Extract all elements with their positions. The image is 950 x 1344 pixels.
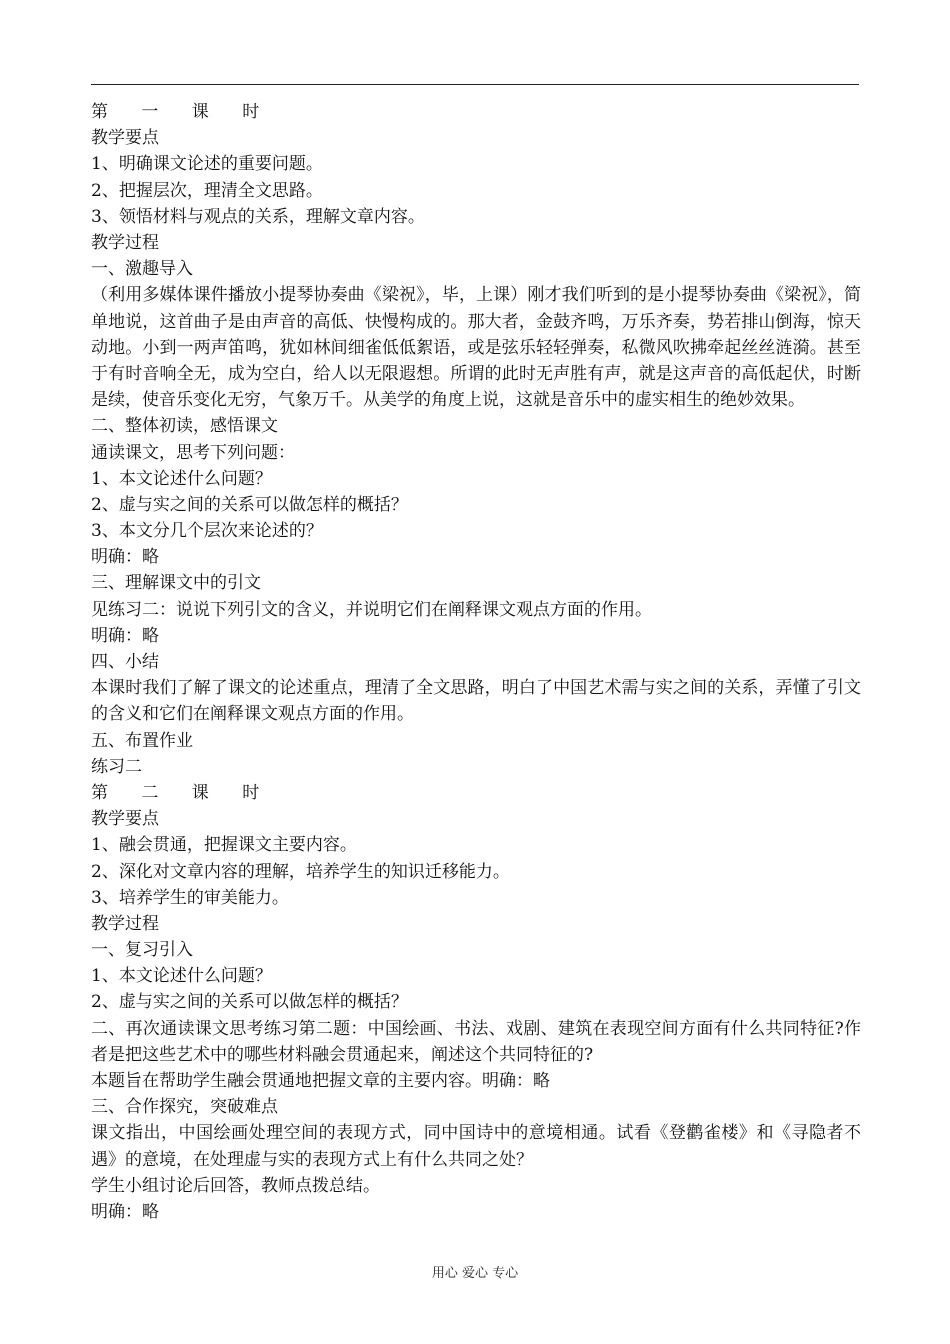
header-rule	[91, 84, 859, 85]
lesson1-key-point: 2、把握层次，理清全文思路。	[91, 180, 323, 201]
lesson2-process-heading: 教学过程	[91, 913, 159, 934]
lesson1-section1-paragraph: （利用多媒体课件播放小提琴协奏曲《梁祝》，毕，上课）刚才我们听到的是小提琴协奏曲《梁祝》，简单地说，这首曲子是由声音的高低、快慢构成的。那大者，金鼓齐鸣，万乐齐奏，势若排山倒海，惊天动地。小到一两声笛鸣，犹如林间细雀低低絮语，或是弦乐轻轻弹奏，私微风吹拂牵起丝丝涟漪。甚至于有时音响全无，成为空白，给人以无限遐想。所谓的此时无声胜有声，就是这声音的高低起伏，时断是续，使音乐变化无穷，气象万千。从美学的角度上说，这就是音乐中的虚实相生的绝妙效果。	[91, 285, 861, 411]
lesson1-section3-text: 见练习二：说说下列引文的含义，并说明它们在阐释课文观点方面的作用。	[91, 599, 652, 620]
lesson2-section3-paragraph: 课文指出，中国绘画处理空间的表现方式，同中国诗中的意境相通。试看《登鹳雀楼》和《寻隐者不遇》的意境，在处理虚与实的表现方式上有什么共同之处？	[91, 1123, 861, 1170]
lesson2-section1-heading: 一、复习引入	[91, 940, 193, 961]
lesson1-section1-heading: 一、激趣导入	[91, 259, 193, 280]
lesson1-key-points-heading: 教学要点	[91, 128, 159, 149]
lesson1-question: 3、本文分几个层次来论述的？	[91, 521, 323, 542]
lesson1-section2-intro: 通读课文，思考下列问题：	[91, 442, 295, 463]
lesson1-key-point: 3、领悟材料与观点的关系，理解文章内容。	[91, 206, 425, 227]
lesson2-section3-discussion: 学生小组讨论后回答，教师点拨总结。	[91, 1175, 380, 1196]
lesson2-question: 1、本文论述什么问题？	[91, 966, 272, 987]
lesson2-key-points-heading: 教学要点	[91, 809, 159, 830]
lesson2-key-point: 3、培养学生的审美能力。	[91, 887, 289, 908]
lesson1-question: 1、本文论述什么问题？	[91, 468, 272, 489]
lesson2-section3-answer: 明确：略	[91, 1202, 159, 1223]
lesson1-section3-answer: 明确：略	[91, 625, 159, 646]
page-footer: 用心 爱心 专心	[431, 1266, 519, 1281]
lesson1-section3-heading: 三、理解课文中的引文	[91, 573, 261, 594]
lesson1-section4-heading: 四、小结	[91, 652, 159, 673]
lesson2-question: 2、虚与实之间的关系可以做怎样的概括？	[91, 992, 408, 1013]
lesson1-section4-paragraph: 本课时我们了解了课文的论述重点，理清了全文思路，明白了中国艺术需与实之间的关系，弄懂了引文的含义和它们在阐释课文观点方面的作用。	[91, 678, 861, 725]
lesson2-key-point: 1、融会贯通，把握课文主要内容。	[91, 835, 357, 856]
lesson1-title: 第 一 课 时	[91, 102, 274, 122]
lesson2-section2-paragraph: 二、再次通读课文思考练习第二题：中国绘画、书法、戏剧、建筑在表现空间方面有什么共同特征?作者是把这些艺术中的哪些材料融会贯通起来，阐述这个共同特征的?	[91, 1018, 861, 1065]
lesson1-question: 2、虚与实之间的关系可以做怎样的概括？	[91, 494, 408, 515]
lesson1-section2-heading: 二、整体初读，感悟课文	[91, 416, 278, 437]
lesson2-title: 第 二 课 时	[91, 782, 274, 803]
lesson1-section5-heading: 五、布置作业	[91, 730, 193, 751]
lesson1-section2-answer: 明确：略	[91, 547, 159, 568]
lesson1-key-point: 1、明确课文论述的重要问题。	[91, 154, 323, 175]
document-body	[91, 99, 861, 1225]
lesson2-key-point: 2、深化对文章内容的理解，培养学生的知识迁移能力。	[91, 861, 510, 882]
lesson1-section5-text: 练习二	[91, 756, 142, 777]
lesson2-section3-heading: 三、合作探究，突破难点	[91, 1097, 278, 1118]
lesson1-process-heading: 教学过程	[91, 232, 159, 253]
lesson2-section2-note: 本题旨在帮助学生融会贯通地把握文章的主要内容。明确：略	[91, 1071, 550, 1092]
